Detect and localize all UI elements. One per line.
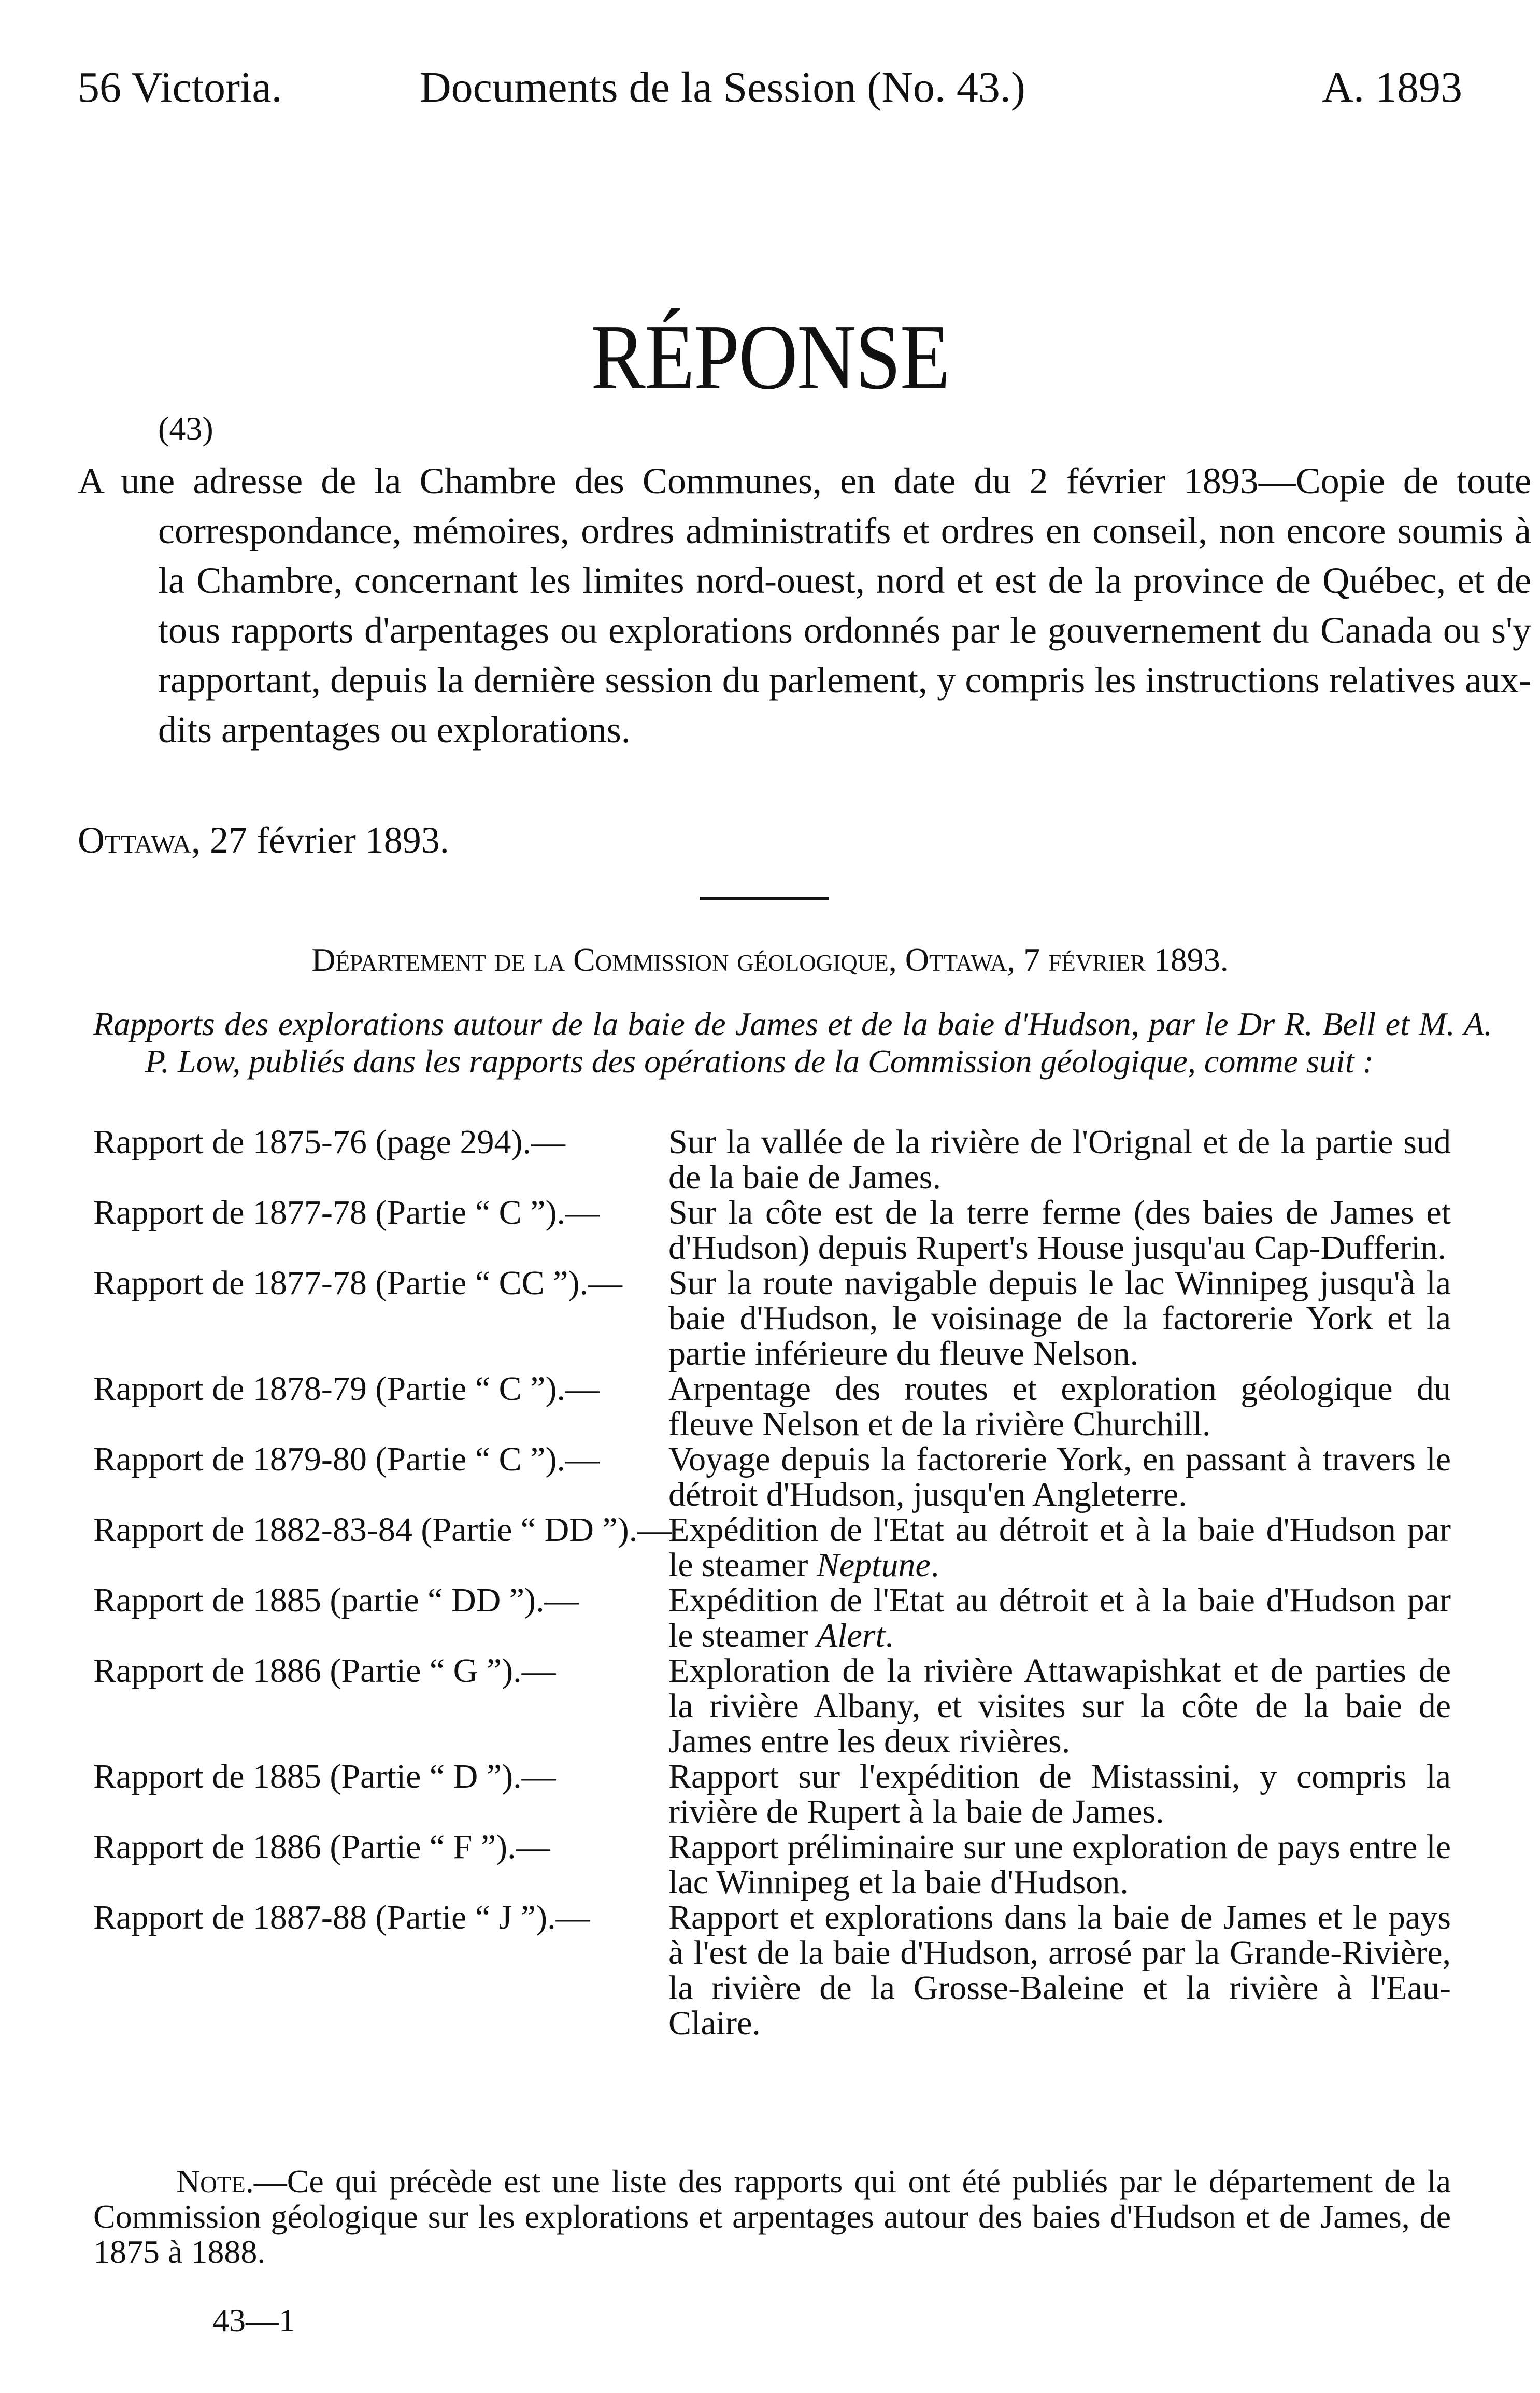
- report-entry: [93, 1125, 1451, 1195]
- report-label: Rapport de 1875-76 (page 294).—: [93, 1123, 565, 1161]
- intro-paragraph: Rapports des explorations autour de la baie de James et de la baie d'Hudson, par le Dr R. Bell et M. A. P. Low, publiés dans les rapports des opérations de la Commission géologique, comme suit :: [93, 1006, 1492, 1080]
- report-text-body: Expédition de l'Etat au détroit et à la baie d'Hudson par le steamer: [668, 1581, 1451, 1654]
- section-divider: [700, 897, 829, 900]
- reports-list: [93, 1125, 1451, 2041]
- report-entry: [93, 1900, 1451, 2041]
- report-label: Rapport de 1885 (partie “ DD ”).—: [93, 1581, 579, 1619]
- report-entry: [93, 1583, 1451, 1653]
- report-entry: [93, 1759, 1451, 1830]
- report-text: Exploration de la rivière Attawapishkat et de parties de la rivière Albany, et visites sur la côte de la baie de James entre les deux rivières.: [668, 1652, 1451, 1760]
- report-label: Rapport de 1879-80 (Partie “ C ”).—: [93, 1440, 600, 1478]
- report-entry: [93, 1653, 1451, 1759]
- page-header: [78, 62, 1462, 119]
- note-paragraph: [93, 2164, 1451, 2270]
- report-text: [668, 1512, 1451, 1583]
- report-label: Rapport de 1878-79 (Partie “ C ”).—: [93, 1370, 600, 1408]
- report-text: Rapport sur l'expédition de Mistassini, y compris la rivière de Rupert à la baie de James.: [668, 1758, 1451, 1831]
- report-label: Rapport de 1877-78 (Partie “ C ”).—: [93, 1194, 600, 1231]
- header-documents: Documents de la Session (No. 43.): [420, 63, 1025, 111]
- report-label: Rapport de 1877-78 (Partie “ CC ”).—: [93, 1264, 622, 1302]
- vessel-name: Neptune: [816, 1546, 931, 1584]
- report-entry: [93, 1442, 1451, 1512]
- report-text: Arpentage des routes et exploration géologique du fleuve Nelson et de la rivière Churchill.: [668, 1370, 1451, 1443]
- header-year: A. 1893: [1322, 63, 1462, 111]
- report-text: Rapport préliminaire sur une exploration de pays entre le lac Winnipeg et la baie d'Hudson.: [668, 1828, 1451, 1901]
- dateline-place: Ottawa,: [78, 819, 201, 861]
- report-text: Voyage depuis la factorerie York, en passant à travers le détroit d'Hudson, jusqu'en Angleterre.: [668, 1440, 1451, 1513]
- report-text-end: .: [885, 1617, 894, 1654]
- report-label: Rapport de 1886 (Partie “ F ”).—: [93, 1828, 550, 1866]
- report-label: Rapport de 1887-88 (Partie “ J ”).—: [93, 1899, 590, 1936]
- report-text-end: .: [930, 1546, 939, 1584]
- page-title: RÉPONSE: [591, 305, 949, 408]
- report-entry: [93, 1512, 1451, 1583]
- report-entry: [93, 1195, 1451, 1266]
- document-number: (43): [158, 410, 213, 447]
- report-label: Rapport de 1882-83-84 (Partie “ DD ”).—: [93, 1511, 672, 1549]
- report-text: Rapport et explorations dans la baie de James et le pays à l'est de la baie d'Hudson, arrosé par la Grande-Rivière, la rivière de la Grosse-Baleine et la rivière à l'Eau-Claire.: [668, 1899, 1451, 2042]
- signature-mark: 43—1: [212, 2302, 295, 2339]
- report-text: Sur la vallée de la rivière de l'Orignal et de la partie sud de la baie de James.: [668, 1123, 1451, 1196]
- report-text: [668, 1583, 1451, 1653]
- report-label: Rapport de 1886 (Partie “ G ”).—: [93, 1652, 556, 1690]
- note-label: Note.: [176, 2163, 254, 2200]
- report-text-body: Expédition de l'Etat au détroit et à la baie d'Hudson par le steamer: [668, 1511, 1451, 1584]
- report-entry: [93, 1371, 1451, 1442]
- dateline: [78, 819, 449, 862]
- vessel-name: Alert: [816, 1617, 885, 1654]
- report-text: Sur la côte est de la terre ferme (des baies de James et d'Hudson) depuis Rupert's House jusqu'au Cap-Dufferin.: [668, 1194, 1451, 1267]
- report-entry: [93, 1830, 1451, 1900]
- report-label: Rapport de 1885 (Partie “ D ”).—: [93, 1758, 556, 1795]
- note-text: —Ce qui précède est une liste des rapports qui ont été publiés par le département de la Commission géologique sur les explorations et arpentages autour des baies d'Hudson et de James, de 1875 à 1888.: [93, 2163, 1451, 2270]
- department-heading: Département de la Commission géologique, Ottawa, 7 février 1893.: [311, 941, 1229, 978]
- dateline-date: 27 février 1893.: [209, 819, 449, 861]
- header-session: 56 Victoria.: [78, 63, 282, 111]
- report-entry: [93, 1266, 1451, 1371]
- address-paragraph: A une adresse de la Chambre des Communes, en date du 2 février 1893—Copie de toute correspondance, mémoires, ordres administratifs et ordres en conseil, non encore soumis à la Chambre, concernant les limites nord-ouest, nord et est de la province de Québec, et de tous rapports d'arpentages ou explorations ordonnés par le gouvernement du Canada ou s'y rapportant, depuis la dernière session du parlement, y compris les instructions relatives aux-dits arpentages ou explorations.: [78, 460, 1531, 751]
- report-text: Sur la route navigable depuis le lac Winnipeg jusqu'à la baie d'Hudson, le voisinage de la factorerie York et la partie inférieure du fleuve Nelson.: [668, 1264, 1451, 1372]
